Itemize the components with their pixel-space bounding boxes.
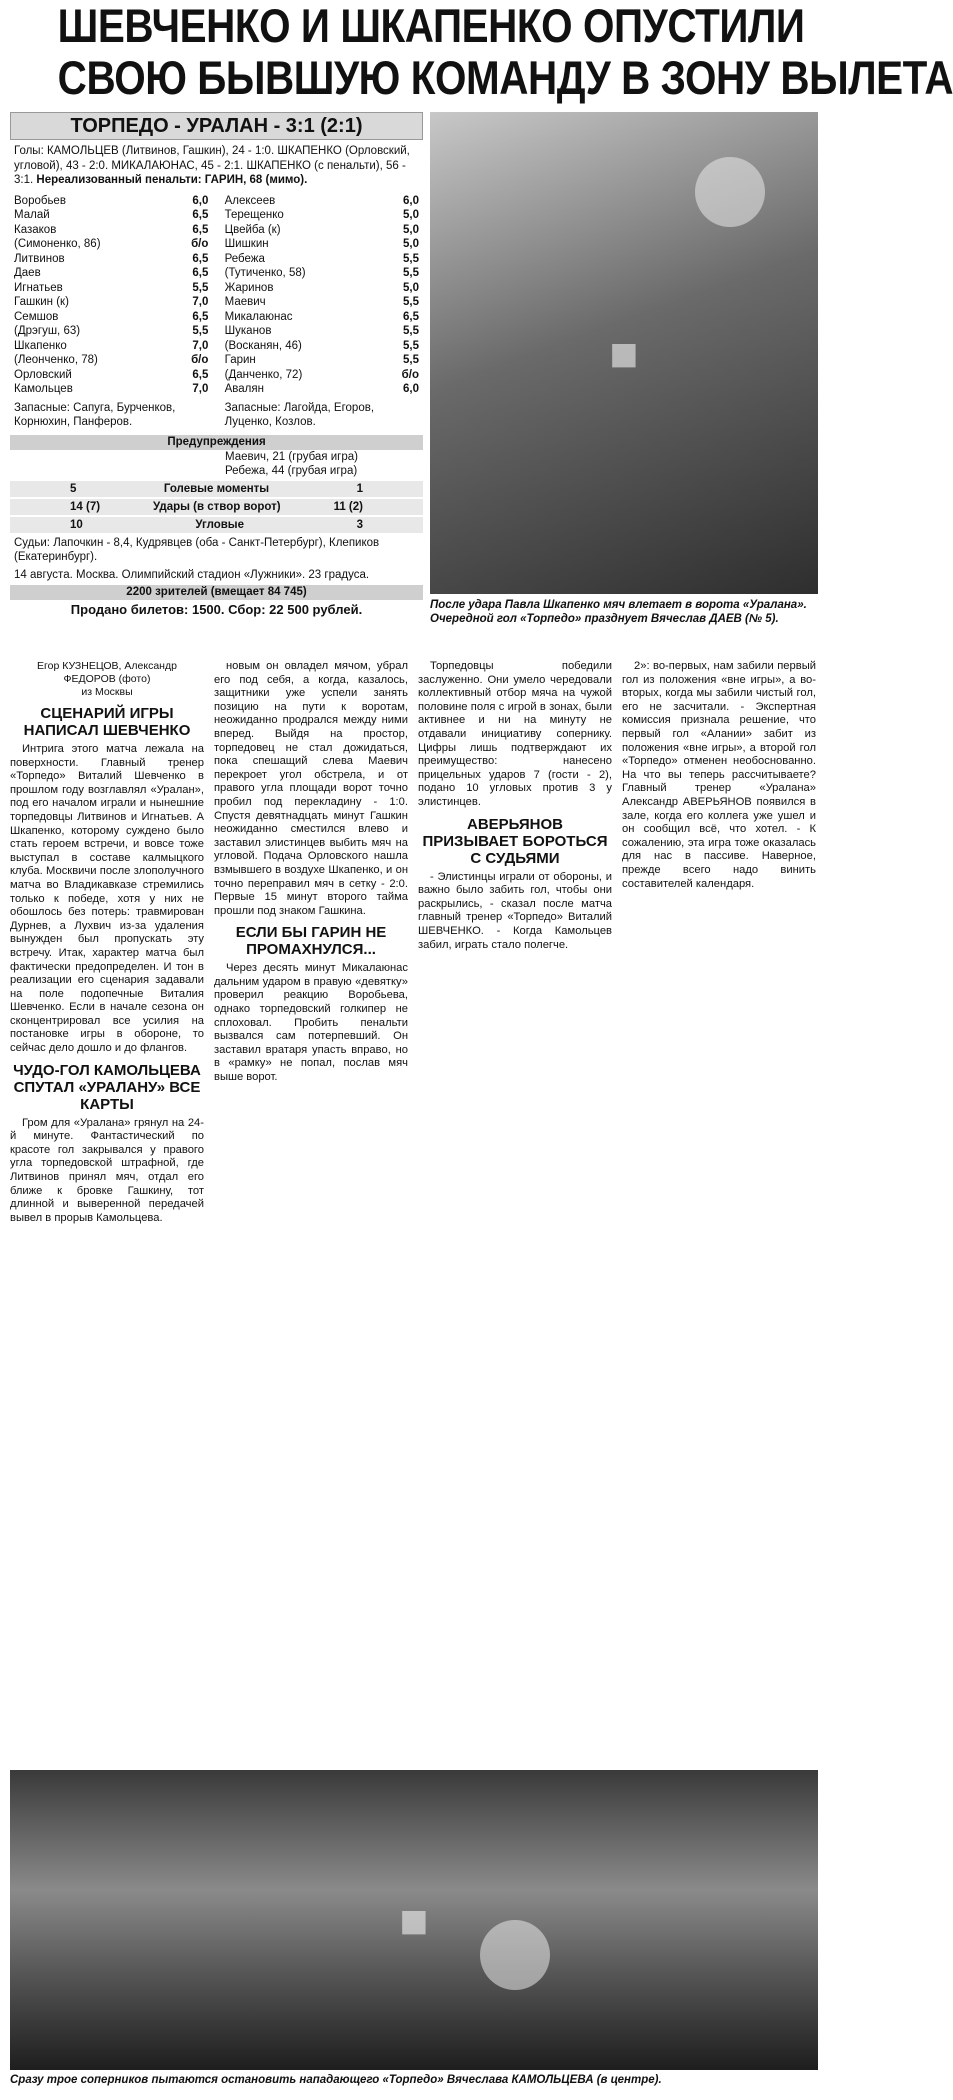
- player-row: [225, 382, 419, 397]
- player-rating: б/о: [401, 368, 419, 381]
- article-text-1b: Гром для «Уралана» грянул на 24-й минуте. Фантастический по красоте гол закрывался у правого угла торпедовской штрафной, где Литвинов принял мяч, отдал его ближе к бровке Гашкину, тот длинной и выверенной передачей вывел в прорыв Камольцева.: [10, 1116, 204, 1224]
- stat-uralan: 3: [356, 518, 363, 531]
- player-name: Цвейба (к): [224, 223, 281, 236]
- reserves: [10, 399, 423, 432]
- player-name: Казаков: [14, 223, 57, 236]
- warning-1: Маевич, 21 (грубая игра): [225, 450, 358, 463]
- player-rating: 5,5: [192, 325, 209, 337]
- player-name: (Симоненко, 86): [14, 238, 101, 250]
- player-row: [225, 310, 419, 325]
- player-rating: 7,0: [192, 339, 209, 352]
- photo1-caption: После удара Павла Шкапенко мяч влетает в ворота «Уралана». Очередной гол «Торпедо» празднует Вячеслав ДАЕВ (№ 5).: [430, 599, 807, 625]
- player-name: (Тутиченко, 58): [224, 267, 306, 279]
- player-rating: 5,5: [403, 267, 419, 279]
- player-rating: б/о: [191, 354, 209, 366]
- player-row: [225, 237, 419, 252]
- player-name: (Восканян, 46): [224, 339, 302, 352]
- player-row: [225, 281, 419, 296]
- ball-highlight-2: [480, 1920, 550, 1990]
- warnings-header: Предупреждения: [10, 435, 423, 450]
- player-rating: 6,0: [192, 194, 209, 207]
- match-report-block: [10, 112, 423, 640]
- player-name: Авалян: [224, 383, 264, 395]
- player-row: [225, 252, 419, 267]
- article-column-4: [622, 660, 816, 891]
- reserves-uralan: Запасные: Лагойда, Егоров, Луценко, Козлов.: [224, 401, 375, 428]
- player-rating: 6,5: [192, 209, 209, 221]
- score-title: ТОРПЕДО - УРАЛАН - 3:1 (2:1): [10, 112, 423, 140]
- player-row: [225, 339, 419, 354]
- player-name: Шкапенко: [14, 339, 67, 352]
- player-rating: 6,0: [403, 383, 419, 395]
- player-rating: 6,5: [192, 310, 209, 323]
- player-row: [225, 368, 419, 383]
- article-text-2: новым он овладел мячом, убрал его под себя, а когда, казалось, защитники уже успели занять позицию на пути к воротам, неожиданно продрался между ними вперед. Выйдя на простор, торпедовец не стал дожидаться, пока спешащий слева Маевич перекроет угол обстрела, и от правого угла площади ворот точно пробил под перекладину - 1:0. Спустя девятнадцать минут Гашкин неожиданно сместился влево и заставил элистинцев выбить мяч на угловой. Подача Орловского нашла взмывшего в воздухе Шкапенко, и он точно переправил мяч в сетку - 2:0. Первые 15 минут второго тайма прошли под знаком Гашкина.: [214, 660, 408, 917]
- player-name: (Леонченко, 78): [14, 354, 98, 366]
- subheading-3: ЕСЛИ БЫ ГАРИН НЕ ПРОМАХНУЛСЯ...: [235, 924, 387, 959]
- warning-2: Ребежа, 44 (грубая игра): [225, 465, 358, 477]
- player-rating: 6,5: [192, 223, 209, 236]
- headline-line-2: СВОЮ БЫВШУЮ КОМАНДУ В ЗОНУ ВЫЛЕТА: [57, 51, 953, 104]
- player-row: [14, 237, 208, 252]
- photo-icon: ◼: [609, 332, 639, 373]
- stat-row: [10, 517, 423, 533]
- article-column-1: [10, 660, 204, 1225]
- player-row: [14, 252, 208, 267]
- player-rating: 5,0: [403, 209, 419, 221]
- player-row: [14, 295, 208, 310]
- player-rating: 6,5: [192, 267, 209, 279]
- player-name: Камольцев: [14, 383, 73, 395]
- headline: [0, 0, 953, 105]
- article-text-1: Интрига этого матча лежала на поверхности. Главный тренер «Торпедо» Виталий Шевченко в прошлом году возглавлял «Уралан», под его началом играли и нынешние торпедовцы Литвинов и Игнатьев. А Шкапенко, которому суждено было стать героем встречи, и вовсе тоже выступал в составе калмыцкого клуба. Москвичи после злополучного матча во Владикавказе стремились только к победе, хотя у них не обошлось без потерь: травмирован Дурнев, а Лухвич из-за удаления вынужден был пропускать эту встречу. Итак, характер матча был фактически предопределен. И тон в реализации его сценария задавали на поле подопечные Виталия Шевченко. Если в начале сезона он сконцентрировал все усилия на постановке игры в обороне, то сейчас дело дошло и до флангов.: [10, 743, 204, 1055]
- player-row: [14, 368, 208, 383]
- stat-torpedo: 14 (7): [70, 500, 101, 513]
- player-name: Шуканов: [224, 325, 272, 337]
- player-rating: 5,5: [403, 354, 419, 366]
- player-name: Семшов: [14, 310, 59, 323]
- photo-icon-2: ◼: [399, 1899, 429, 1940]
- player-rating: 6,5: [403, 310, 419, 323]
- player-row: [14, 324, 208, 339]
- player-name: Игнатьев: [14, 281, 63, 294]
- missed-penalty: Нереализованный пенальти: ГАРИН, 68 (мимо).: [36, 174, 308, 186]
- player-name: Гашкин (к): [14, 296, 69, 308]
- player-row: [225, 295, 419, 310]
- subheading-2: ЧУДО-ГОЛ КАМОЛЬЦЕВА СПУТАЛ «УРАЛАНУ» ВСЕ КАРТЫ: [13, 1061, 201, 1113]
- player-name: Ребежа: [224, 252, 265, 265]
- player-row: [14, 339, 208, 354]
- player-rating: 6,5: [192, 368, 209, 381]
- player-row: [225, 208, 419, 223]
- article-text-4: 2»: во-первых, нам забили первый гол из положения «вне игры», а во-вторых, когда мы забили чистый гол, его не засчитали. - Экспертная комиссия признала решение, что первый гол «Алании» забит из положения «вне игры», а второй гол «Торпедо» отменен необоснованно. На что вы теперь рассчитываете? Главный тренер «Уралана» Александр АВЕРЬЯНОВ появился в зале, когда его коллега уже ушел и он сообщил всё, что хотел. - К сожалению, эта игра тоже оказалась для нас в пассиве. Наверное, прежде всего надо винить составителей календаря.: [622, 660, 816, 890]
- stat-label: Угловые: [195, 518, 245, 531]
- article-text-3b: - Элистинцы играли от обороны, и важно было забить гол, чтобы они раскрылись, - сказал после матча главный тренер «Торпедо» Виталий ШЕВЧЕНКО. - Когда Камольцев забил, играть стало полегче.: [418, 870, 612, 951]
- venue: 14 августа. Москва. Олимпийский стадион «Лужники». 23 градуса.: [14, 568, 370, 581]
- goals-text: Голы: КАМОЛЬЦЕВ (Литвинов, Гашкин), 24 - 1:0. ШКАПЕНКО (Орловский, угловой), 43 - 2:0. МИКАЛАЮНАС, 45 - 2:1. ШКАПЕНКО (с пенальти), 56 - 3:1.: [14, 145, 410, 186]
- stats-table: [10, 481, 423, 533]
- tickets: Продано билетов: 1500. Сбор: 22 500 рублей.: [70, 602, 363, 617]
- player-name: Литвинов: [14, 252, 65, 265]
- player-name: Маевич: [224, 296, 266, 308]
- referees: Судьи: Лапочкин - 8,4, Кудрявцев (оба - Санкт-Петербург), Клепиков (Екатеринбург).: [14, 536, 380, 563]
- player-name: Алексеев: [224, 194, 276, 207]
- player-rating: б/о: [191, 238, 209, 250]
- player-row: [14, 281, 208, 296]
- player-rating: 5,5: [403, 296, 419, 308]
- player-row: [225, 324, 419, 339]
- stat-uralan: 1: [356, 482, 363, 495]
- stat-torpedo: 5: [70, 482, 77, 495]
- player-name: Орловский: [14, 368, 72, 381]
- lineups: [10, 192, 423, 399]
- player-name: Шишкин: [224, 238, 269, 250]
- player-name: Воробьев: [14, 194, 66, 207]
- stat-uralan: 11 (2): [333, 500, 363, 513]
- goal-celebration-photo: [430, 112, 818, 594]
- player-name: Даев: [14, 267, 41, 279]
- subheading-4: АВЕРЬЯНОВ ПРИЗЫВАЕТ БОРОТЬСЯ С СУДЬЯМИ: [422, 815, 608, 867]
- player-rating: 5,0: [403, 238, 419, 250]
- player-row: [14, 382, 208, 397]
- reserves-torpedo: Запасные: Сапуга, Бурченков, Корнюхин, Панферов.: [14, 401, 176, 428]
- byline-authors: Егор КУЗНЕЦОВ, Александр ФЕДОРОВ (фото): [37, 660, 177, 685]
- stat-row: [10, 481, 423, 497]
- stat-label: Голевые моменты: [163, 482, 270, 495]
- player-rating: 7,0: [192, 296, 209, 308]
- article-text-2b: Через десять минут Микалаюнас дальним ударом в правую «девятку» проверил реакцию Воробьева, однако торпедовский голкипер не сплоховал. Пробить пенальти вызвался сам потерпевший. Он заставил вратаря упасть вправо, но в «рамку» не попал, послав мяч выше ворот.: [214, 962, 408, 1084]
- player-rating: 5,5: [403, 325, 419, 337]
- ball-highlight: [695, 157, 765, 227]
- player-name: Малай: [14, 209, 50, 221]
- player-name: (Данченко, 72): [224, 368, 303, 381]
- player-row: [14, 223, 208, 238]
- player-row: [14, 310, 208, 325]
- headline-line-1: ШЕВЧЕНКО И ШКАПЕНКО ОПУСТИЛИ: [57, 0, 805, 52]
- player-name: (Дрэгуш, 63): [14, 325, 81, 337]
- player-row: [14, 208, 208, 223]
- subheading-1: СЦЕНАРИЙ ИГРЫ НАПИСАЛ ШЕВЧЕНКО: [23, 705, 191, 739]
- goals-line: [10, 144, 423, 192]
- uralan-lineup: [225, 194, 419, 397]
- player-name: Жаринов: [224, 281, 274, 294]
- player-name: Гарин: [224, 354, 256, 366]
- player-rating: 7,0: [192, 383, 209, 395]
- spectators: 2200 зрителей (вмещает 84 745): [10, 585, 423, 600]
- photo2-caption: Сразу трое соперников пытаются остановить нападающего «Торпедо» Вячеслава КАМОЛЬЦЕВА (в центре).: [10, 2074, 662, 2086]
- article-column-2: [214, 660, 408, 1085]
- player-row: [225, 266, 419, 281]
- player-row: [14, 266, 208, 281]
- torpedo-lineup: [14, 194, 208, 397]
- player-rating: 5,5: [403, 252, 419, 265]
- player-rating: 6,5: [192, 252, 209, 265]
- player-rating: 5,5: [192, 281, 209, 294]
- player-name: Терещенко: [224, 209, 284, 221]
- stat-label: Удары (в створ ворот): [153, 500, 281, 513]
- article-column-3: [418, 660, 612, 952]
- player-name: Микалаюнас: [224, 310, 293, 323]
- player-rating: 5,0: [403, 281, 419, 294]
- player-row: [225, 223, 419, 238]
- player-rating: 6,0: [403, 194, 419, 207]
- player-rating: 5,0: [403, 223, 419, 236]
- player-rating: 5,5: [403, 339, 419, 352]
- player-row: [225, 194, 419, 209]
- stat-row: [10, 499, 423, 515]
- stat-torpedo: 10: [70, 518, 83, 531]
- player-row: [14, 194, 208, 209]
- match-action-photo: [10, 1770, 818, 2070]
- byline-from: из Москвы: [81, 686, 133, 698]
- player-row: [14, 353, 208, 368]
- byline: [10, 660, 204, 699]
- player-row: [225, 353, 419, 368]
- article-text-3: Торпедовцы победили заслуженно. Они умело чередовали коллективный отбор мяча на чужой половине поля с игрой в зонах, были активнее и ни на минуту не отдавали инициативу сопернику. Цифры лишь подтверждают их преимущество: нанесено прицельных ударов 7 (гости - 2), подано 10 угловых против 3 у элистинцев.: [418, 660, 612, 808]
